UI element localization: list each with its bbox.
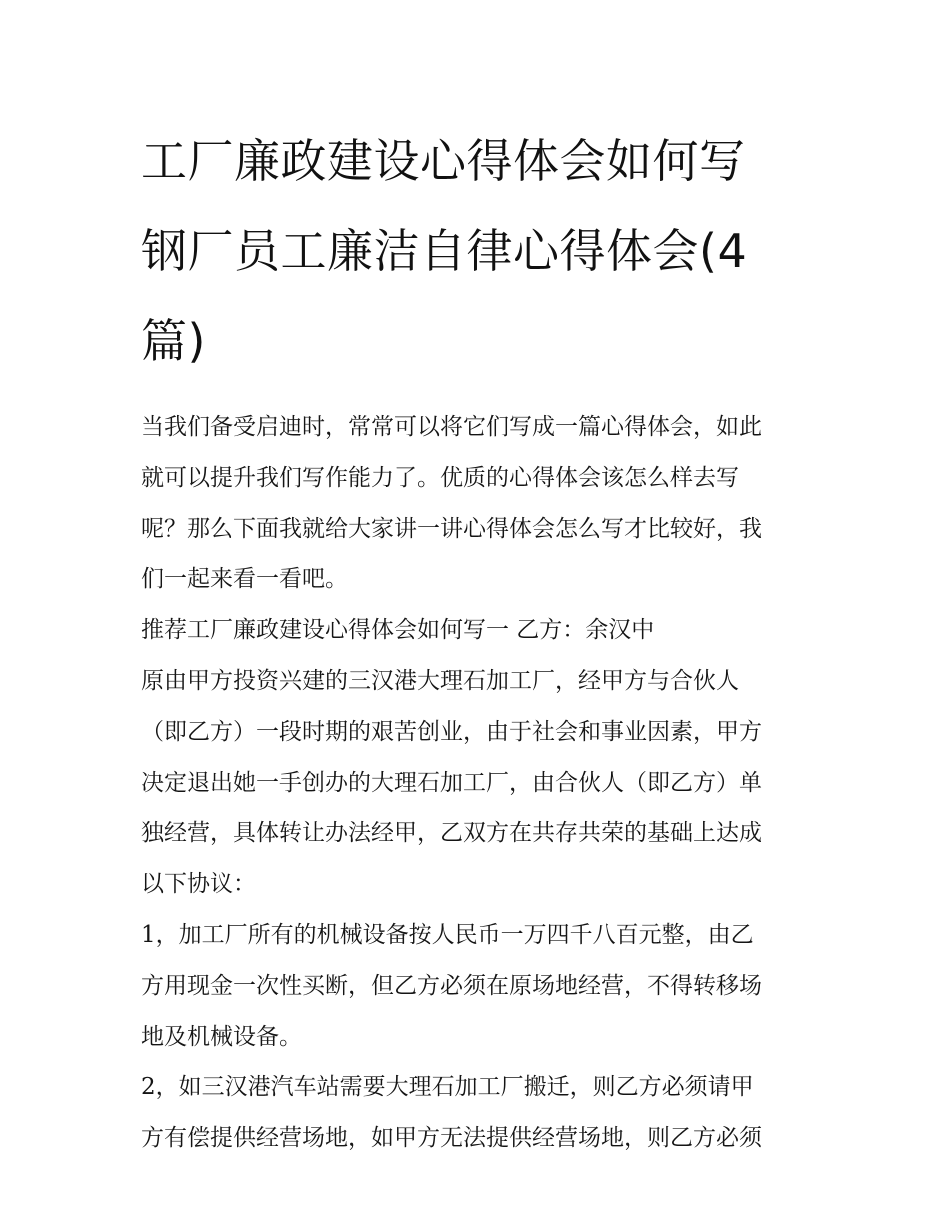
text-line: 们一起来看一看吧。	[141, 566, 348, 593]
text-line: 1，加工厂所有的机械设备按人民币一万四千八百元整，由乙	[141, 921, 754, 948]
section-heading-paragraph	[141, 605, 813, 656]
title-line: 篇)	[141, 314, 206, 368]
text-line: 方有偿提供经营场地，如甲方无法提供经营场地，则乙方必须	[141, 1125, 762, 1152]
text-line: 以下协议：	[141, 871, 256, 898]
intro-paragraph	[141, 402, 813, 605]
text-line: 决定退出她一手创办的大理石加工厂，由合伙人（即乙方）单	[141, 769, 762, 796]
text-line: （即乙方）一段时期的艰苦创业，由于社会和事业因素，甲方	[141, 718, 762, 745]
text-line: 2，如三汉港汽车站需要大理石加工厂搬迁，则乙方必须请甲	[141, 1074, 754, 1101]
title-line: 工厂廉政建设心得体会如何写	[141, 134, 746, 188]
text-line: 地及机械设备。	[141, 1023, 302, 1050]
text-line: 当我们备受启迪时，常常可以将它们写成一篇心得体会，如此	[141, 414, 762, 440]
document-content	[141, 116, 813, 1164]
title-line: 钢厂员工廉洁自律心得体会(4	[141, 224, 748, 278]
text-line: 呢？那么下面我就给大家讲一讲心得体会怎么写才比较好，我	[141, 515, 762, 542]
agreement-paragraph	[141, 656, 813, 910]
text-line: 原由甲方投资兴建的三汉港大理石加工厂，经甲方与合伙人	[141, 667, 739, 694]
document-body	[141, 402, 813, 1164]
document-title	[141, 116, 813, 386]
clause-2-paragraph	[141, 1062, 813, 1164]
text-line: 方用现金一次性买断，但乙方必须在原场地经营，不得转移场	[141, 972, 762, 999]
text-line: 就可以提升我们写作能力了。优质的心得体会该怎么样去写	[141, 464, 739, 491]
clause-1-paragraph	[141, 910, 813, 1062]
text-line: 推荐工厂廉政建设心得体会如何写一 乙方：余汉中	[141, 617, 655, 644]
text-line: 独经营，具体转让办法经甲，乙双方在共存共荣的基础上达成	[141, 820, 762, 847]
